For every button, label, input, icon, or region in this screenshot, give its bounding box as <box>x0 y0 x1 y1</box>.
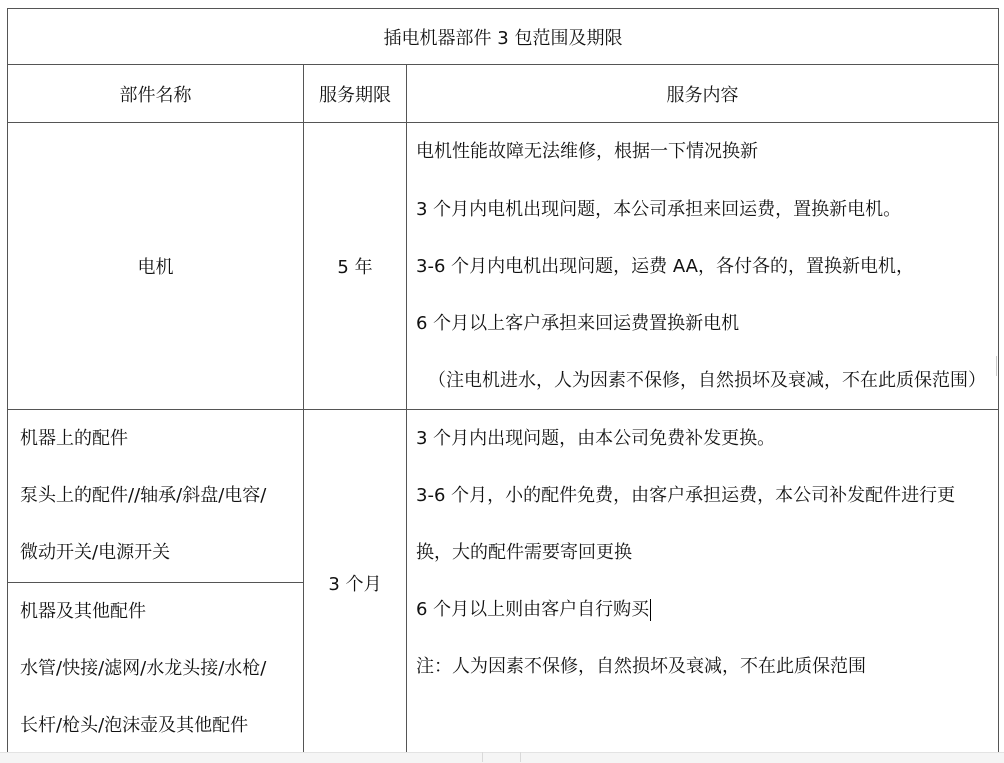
motor-content-line: 6 个月以上客户承担来回运费置换新电机 <box>416 313 740 334</box>
motor-content-line: 3 个月内电机出现问题，本公司承担来回运费，置换新电机。 <box>416 199 902 220</box>
motor-row <box>8 123 999 410</box>
header-service-content: 服务内容 <box>407 65 999 123</box>
motor-content-note: （注电机进水，人为因素不保修，自然损坏及衰减，不在此质保范围） <box>428 370 986 391</box>
accessories-content-note: 注：人为因素不保修，自然损坏及衰减，不在此质保范围 <box>416 656 866 677</box>
accessories-period: 3 个月 <box>304 410 407 756</box>
accessories-content-line: 3 个月内出现问题，由本公司免费补发更换。 <box>416 428 776 449</box>
other-parts-cell <box>8 583 304 756</box>
text-cursor <box>650 599 651 621</box>
accessories-content-line <box>416 581 998 638</box>
other-parts-line: 机器及其他配件 <box>20 601 146 622</box>
accessories-content-line: 换，大的配件需要寄回更换 <box>416 542 632 563</box>
other-parts-line: 水管/快接/滤网/水龙头接/水枪/ <box>20 658 267 679</box>
other-parts-line: 长杆/枪头/泡沫壶及其他配件 <box>20 715 249 736</box>
motor-period: 5 年 <box>304 123 407 410</box>
machine-parts-line: 微动开关/电源开关 <box>20 542 171 563</box>
status-strip-divider <box>482 752 483 762</box>
motor-content <box>407 123 999 410</box>
machine-parts-cell <box>8 410 304 583</box>
header-row <box>8 65 999 123</box>
accessories-content <box>407 410 999 756</box>
machine-parts-line: 泵头上的配件//轴承/斜盘/电容/ <box>20 485 267 506</box>
accessories-row-machine <box>8 410 999 583</box>
title-row <box>8 9 999 65</box>
motor-part-name: 电机 <box>8 123 304 410</box>
accessories-content-text: 6 个月以上则由客户自行购买 <box>416 599 650 620</box>
header-part-name: 部件名称 <box>8 65 304 123</box>
motor-content-line: 3-6 个月内电机出现问题，运费 AA，各付各的，置换新电机， <box>416 256 914 277</box>
margin-marker <box>996 356 1003 376</box>
status-strip-divider <box>520 752 521 762</box>
accessories-content-line: 3-6 个月，小的配件免费，由客户承担运费，本公司补发配件进行更 <box>416 485 956 506</box>
status-strip <box>0 752 1004 763</box>
motor-content-line: 电机性能故障无法维修，根据一下情况换新 <box>416 141 758 162</box>
warranty-table <box>7 8 999 756</box>
machine-parts-line: 机器上的配件 <box>20 428 128 449</box>
header-service-period: 服务期限 <box>304 65 407 123</box>
table-title: 插电机器部件 3 包范围及期限 <box>8 9 999 65</box>
